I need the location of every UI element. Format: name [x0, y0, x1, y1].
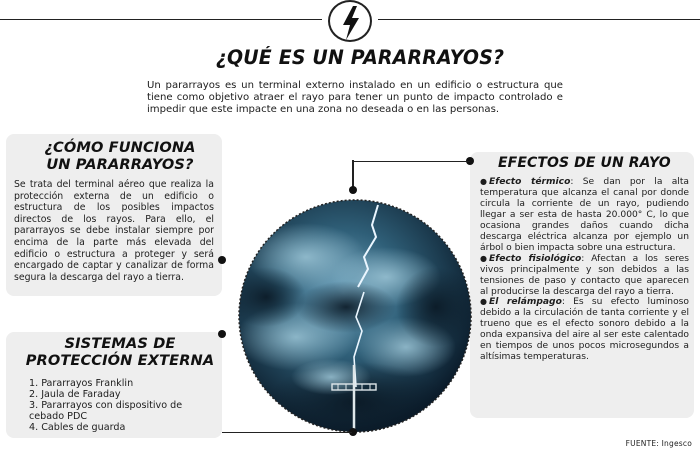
- effect-description: : Es su efecto luminoso debido a la circulación de tanta corriente y el trueno que es el efecto sonoro debido a la onda expansiva del aire al ser este calentado en tiempos de unos pocos microsegundos a altísimas temperaturas.: [480, 297, 689, 363]
- effect-description: : Se dan por la alta temperatura que alcanza el canal por donde circula la corriente de un rayo, pudiendo llegar a ser esta de hasta 20.000° C, lo que ocasiona grandes daños cuando dicha descarga eléctrica alcanza por ejemplo un árbol o bien impacta sobre una estructura.: [480, 177, 689, 253]
- protection-systems-heading: [22, 335, 218, 369]
- intro-paragraph: Un pararrayos es un terminal externo instalado en un edificio o estructura que tiene como objetivo atraer el rayo para tener un punto de impacto controlado e impedir que este impacte en una zona no deseada o en las personas.: [147, 80, 563, 115]
- how-it-works-text: Se trata del terminal aéreo que realiza la protección externa de un edificio o estructura de los posibles impactos directos de los rayos. Para ello, el pararrayos se debe instalar siempre por encima de la parte más elevada del edificio o estructura a proteger y será encargado de captar y canalizar de forma segura la descarga del rayo a tierra.: [14, 179, 214, 283]
- page-title: ¿QUÉ ES UN PARARRAYOS?: [215, 46, 505, 69]
- connector-dot-how: [218, 256, 226, 264]
- bullet-icon: ●: [480, 177, 487, 186]
- header-rule-left: [0, 19, 322, 20]
- connector-line-effects: [354, 161, 470, 162]
- list-item: 2. Jaula de Faraday: [29, 389, 121, 401]
- protection-systems-list: [29, 378, 219, 433]
- effect-term: Efecto fisiológico: [489, 253, 582, 264]
- header-rule-right: [378, 19, 700, 20]
- bullet-icon: ●: [480, 253, 487, 263]
- how-heading-line2: UN PARARRAYOS?: [46, 156, 194, 173]
- connector-dot-systems: [218, 330, 226, 338]
- lightning-bolt-icon: [328, 0, 372, 42]
- how-heading-line1: ¿CÓMO FUNCIONA: [44, 139, 196, 156]
- source-credit: FUENTE: Ingesco: [625, 439, 692, 448]
- lightning-effects-list: [480, 177, 689, 363]
- connector-line-bottom: [222, 432, 352, 433]
- list-item: 1. Pararrayos Franklin: [29, 378, 134, 389]
- list-item: [480, 177, 689, 254]
- effect-term: El relámpago: [489, 297, 562, 308]
- storm-lightning-illustration: [236, 197, 474, 435]
- list-item: 3. Pararrayos con dispositivo de cebado PDC: [29, 400, 183, 423]
- effect-description: : Afectan a los seres vivos principalmente y son debidos a las tensiones de paso y contacto que aparecen al producirse la descarga del rayo a tierra.: [480, 253, 690, 297]
- connector-dot-top: [349, 186, 357, 194]
- bullet-icon: ●: [480, 297, 487, 307]
- list-item: [480, 297, 689, 363]
- systems-heading-line1: SISTEMAS DE: [64, 335, 176, 352]
- list-item: [480, 254, 689, 298]
- lightning-effects-heading: EFECTOS DE UN RAYO: [498, 155, 671, 171]
- list-item: 4. Cables de guarda: [29, 422, 126, 434]
- effect-term: Efecto térmico: [489, 177, 571, 187]
- how-it-works-heading: [22, 139, 218, 173]
- systems-heading-line2: PROTECCIÓN EXTERNA: [25, 352, 215, 369]
